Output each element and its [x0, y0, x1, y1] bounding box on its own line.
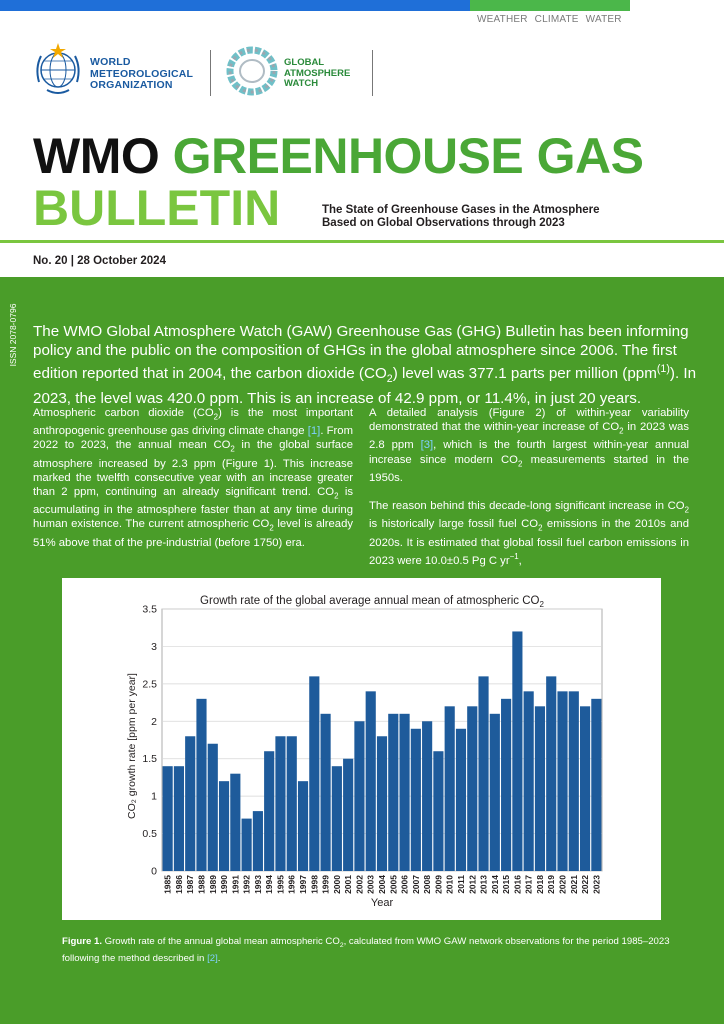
bar-2021 — [569, 691, 579, 871]
x-tick-label: 1995 — [275, 875, 286, 894]
x-tick-label: 2010 — [444, 875, 455, 894]
title-rule — [0, 240, 724, 243]
wmo-name — [90, 57, 193, 92]
top-color-bar — [0, 0, 630, 11]
body-column-left — [33, 406, 353, 564]
x-tick-label: 2013 — [478, 875, 489, 894]
bar-2004 — [377, 736, 387, 871]
bar-2006 — [399, 714, 409, 871]
x-tick-label: 2009 — [433, 875, 444, 894]
x-tick-label: 2000 — [331, 875, 342, 894]
x-tick-label: 1990 — [219, 875, 230, 894]
x-tick-label: 2003 — [365, 875, 376, 894]
paragraph: The reason behind this decade-long significant increase in $CO_2$ is historically large fossil fuel $CO_2$ emissions in the 2010s and 2020s. It is estimated that global fossil fuel carbon emissions in 2023 were 10.0±0.5 Pg C $yr^{-1}$, — [369, 499, 689, 567]
bar-2009 — [433, 751, 443, 871]
x-tick-label: 2021 — [568, 875, 579, 894]
bar-2000 — [332, 766, 342, 871]
bar-2022 — [580, 706, 590, 871]
x-axis-label: Year — [370, 897, 394, 909]
y-tick-label: 3.5 — [142, 603, 157, 616]
x-tick-label: 2015 — [501, 875, 512, 894]
bar-1997 — [298, 781, 308, 871]
bulletin-subtitle — [322, 204, 600, 230]
x-tick-label: 2007 — [410, 875, 421, 894]
chart-title: Growth rate of the global average annual mean of atmospheric $CO_2$ — [200, 595, 544, 609]
x-tick-label: 2014 — [489, 875, 500, 894]
bar-2023 — [591, 699, 601, 871]
x-tick-label: 2012 — [467, 875, 478, 894]
y-tick-label: 1 — [151, 790, 157, 803]
x-tick-label: 1985 — [162, 875, 173, 894]
issn — [7, 295, 19, 375]
gaw-name-line1: GLOBAL — [284, 57, 325, 68]
x-tick-label: 1987 — [185, 875, 196, 894]
bar-2003 — [366, 691, 376, 871]
x-tick-label: 2011 — [455, 875, 466, 894]
bar-2001 — [343, 759, 353, 871]
top-bar-green — [470, 0, 630, 11]
x-tick-label: 2005 — [388, 875, 399, 894]
bar-1996 — [287, 736, 297, 871]
bar-1995 — [275, 736, 285, 871]
x-tick-label: 2020 — [557, 875, 568, 894]
bar-1991 — [230, 774, 240, 871]
x-tick-label: 1994 — [264, 875, 275, 894]
issue-number-date: No. 20 | 28 October 2024 — [33, 255, 166, 267]
x-tick-label: 2017 — [523, 875, 534, 894]
paragraph: A detailed analysis (Figure 2) of within-year variability demonstrated that the within-year increase of $CO_2$ in 2023 was 2.8 ppm [3], which is the fourth largest within-year annual increase since modern $CO_2$ measurements started in the 1950s. — [369, 407, 689, 484]
x-tick-label: 1997 — [298, 875, 309, 894]
y-tick-label: 3 — [151, 640, 157, 653]
issn-text: ISSN 2078-0796 — [8, 303, 18, 367]
bar-2014 — [490, 714, 500, 871]
x-tick-label: 1992 — [241, 875, 252, 894]
gaw-globe-icon — [225, 45, 279, 97]
wmo-name-line2: METEOROLOGICAL — [90, 67, 194, 80]
bar-2011 — [456, 729, 466, 871]
bar-2015 — [501, 699, 511, 871]
reference-link[interactable]: [3] — [420, 439, 434, 452]
figure-1 — [62, 578, 661, 920]
x-tick-label: 2008 — [422, 875, 433, 894]
x-tick-label: 2001 — [343, 875, 354, 894]
top-bar-blue — [0, 0, 470, 11]
x-tick-label: 1986 — [173, 875, 184, 894]
bar-1994 — [264, 751, 274, 871]
bar-2019 — [546, 676, 556, 871]
tagline-climate: CLIMATE — [534, 14, 579, 25]
subtitle-line1: The State of Greenhouse Gases in the Atmosphere — [322, 204, 600, 216]
gaw-name — [284, 58, 350, 90]
x-tick-label: 2006 — [399, 875, 410, 894]
lead-paragraph: The WMO Global Atmosphere Watch (GAW) Greenhouse Gas (GHG) Bulletin has been informing policy and the public on the composition of GHGs in the global atmosphere since 2006. The first edition reported that in 2004, the carbon dioxide $(CO_2)$ level was 377.1 parts per million (ppm$^{(1)}$). In 2023, the level was 420.0 ppm. This is an increase of 42.9 ppm, or 11.4%, in just 20 years. — [33, 323, 697, 408]
bar-2005 — [388, 714, 398, 871]
bulletin-title — [33, 128, 644, 184]
bar-1993 — [253, 811, 263, 871]
y-tick-label: 0.5 — [142, 828, 157, 841]
x-tick-label: 1996 — [286, 875, 297, 894]
bar-1990 — [219, 781, 229, 871]
wmo-name-line1: WORLD — [90, 56, 131, 68]
bar-1998 — [309, 676, 319, 871]
body-column-right — [369, 406, 689, 582]
bar-2020 — [557, 691, 567, 871]
gaw-name-line2: ATMOSPHERE — [284, 67, 351, 79]
bar-2008 — [422, 721, 432, 871]
y-tick-label: 1.5 — [142, 753, 157, 766]
bar-1985 — [163, 766, 173, 871]
logo-divider-right — [372, 50, 373, 96]
title-wmo: WMO — [33, 128, 160, 184]
bar-1987 — [185, 736, 195, 871]
x-tick-label: 1991 — [230, 875, 241, 894]
x-tick-label: 2018 — [534, 875, 545, 894]
x-tick-label: 1989 — [207, 875, 218, 894]
x-tick-label: 2002 — [354, 875, 365, 894]
bar-2013 — [478, 676, 488, 871]
bar-1999 — [321, 714, 331, 871]
figure-caption: Figure 1. Growth rate of the annual global mean atmospheric $CO_2$, calculated from WMO GAW network observations for the period 1985–2023 following the method described in [2]. — [62, 936, 670, 964]
subtitle-line2: Based on Global Observations through 2023 — [322, 217, 565, 229]
reference-link[interactable]: [1] — [307, 425, 321, 438]
bar-2002 — [354, 721, 364, 871]
bar-2010 — [445, 706, 455, 871]
x-tick-label: 1998 — [309, 875, 320, 894]
bar-1986 — [174, 766, 184, 871]
bar-2016 — [512, 631, 522, 871]
y-tick-label: 2.5 — [142, 678, 157, 691]
x-tick-label: 1993 — [252, 875, 263, 894]
tagline — [477, 14, 629, 25]
bar-2012 — [467, 706, 477, 871]
x-tick-label: 2022 — [580, 875, 591, 894]
tagline-water: WATER — [585, 14, 622, 25]
title-bulletin: BULLETIN — [33, 180, 281, 236]
y-tick-label: 2 — [151, 715, 157, 728]
bar-1989 — [208, 744, 218, 871]
y-tick-label: 0 — [151, 865, 157, 878]
y-axis-label: CO₂ growth rate [ppm per year] — [126, 673, 138, 819]
wmo-emblem-icon — [33, 40, 83, 98]
bar-1992 — [242, 819, 252, 871]
x-tick-label: 1999 — [320, 875, 331, 894]
x-tick-label: 2019 — [546, 875, 557, 894]
bar-2018 — [535, 706, 545, 871]
bar-2007 — [411, 729, 421, 871]
wmo-name-line3: ORGANIZATION — [90, 79, 173, 91]
bar-1988 — [196, 699, 206, 871]
paragraph: Atmospheric carbon dioxide $(CO_2)$ is the most important anthropogenic greenhouse gas driving climate change [1]. From 2022 to 2023, the annual mean $CO_2$ in the global surface atmosphere increased by 2.3 ppm (Figure 1). This increase marked the twelfth consecutive year with an increase greater than 2 ppm, continuing an already significant trend. $CO_2$ is accumulating in the atmosphere faster than at any time during human existence. The current atmospheric $CO_2$ level is already 51% above that of the pre-industrial (before 1750) era. — [33, 407, 354, 549]
x-tick-label: 1988 — [196, 875, 207, 894]
title-greenhouse-gas: GREENHOUSE GAS — [172, 128, 644, 184]
reference-link[interactable]: [2] — [207, 952, 218, 964]
tagline-weather: WEATHER — [477, 14, 528, 25]
x-tick-label: 2004 — [377, 875, 387, 894]
gaw-name-line3: WATCH — [284, 78, 319, 89]
x-tick-label: 2023 — [591, 875, 602, 894]
logo-divider — [210, 50, 211, 96]
x-tick-label: 2016 — [512, 875, 523, 894]
bar-2017 — [524, 691, 534, 871]
co2-growth-chart — [62, 578, 661, 920]
